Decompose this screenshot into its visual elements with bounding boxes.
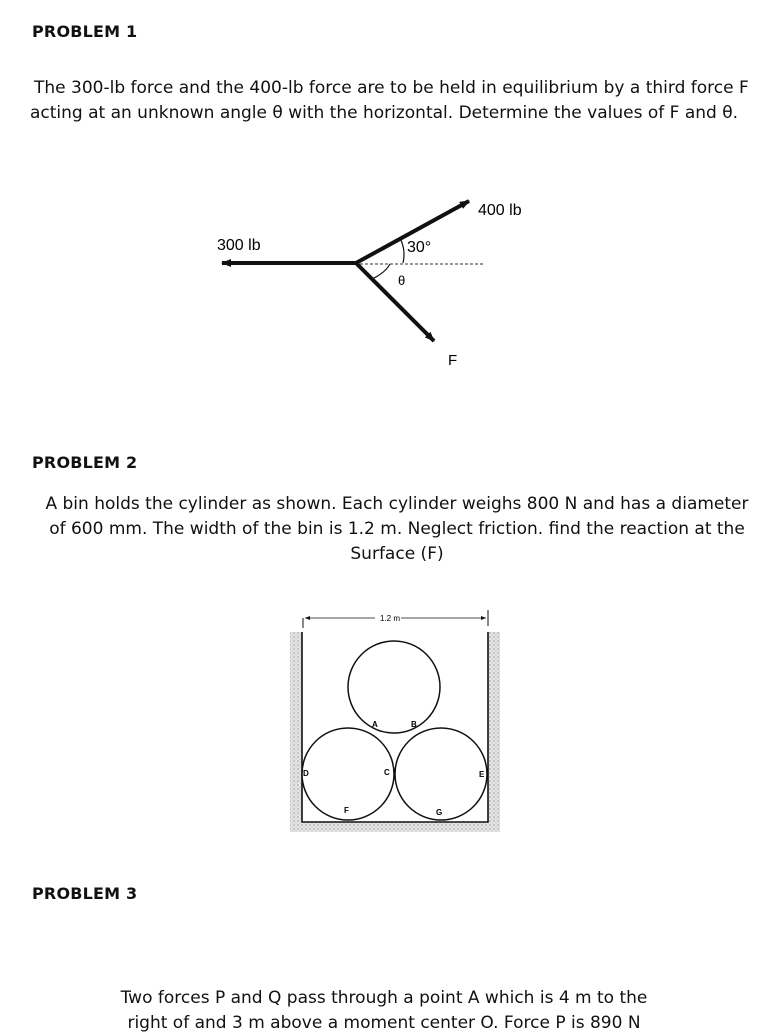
problem2-text-line-1: A bin holds the cylinder as shown. Each cylinder weighs 800 N and has a diameter bbox=[45, 494, 749, 514]
cylinder-top bbox=[348, 641, 440, 733]
point-D-label: D bbox=[303, 769, 309, 778]
point-A-label: A bbox=[372, 720, 378, 729]
bin-left-wall-hatch bbox=[290, 632, 302, 830]
label-400-lb: 400 lb bbox=[478, 202, 522, 219]
angle-30-arc bbox=[400, 238, 404, 263]
bin-cylinder-diagram bbox=[285, 600, 505, 840]
force-diagram bbox=[0, 180, 768, 380]
label-F: F bbox=[448, 352, 458, 369]
label-30-deg: 30° bbox=[407, 239, 432, 256]
problem1-heading: PROBLEM 1 bbox=[32, 22, 138, 41]
problem2-text-line-3: Surface (F) bbox=[350, 544, 444, 564]
point-G-label: G bbox=[436, 808, 443, 817]
problem3-text-line-1: Two forces P and Q pass through a point A which is 4 m to the bbox=[120, 988, 648, 1008]
point-C-label: C bbox=[384, 768, 390, 777]
point-E-label: E bbox=[479, 770, 485, 779]
problem3-heading: PROBLEM 3 bbox=[32, 884, 138, 903]
problem1-text-line-1: The 300-lb force and the 400-lb force are to be held in equilibrium by a third force F bbox=[34, 78, 749, 98]
problem1-text-line-2: acting at an unknown angle θ with the horizontal. Determine the values of F and θ. bbox=[29, 103, 739, 123]
problem2-text bbox=[0, 492, 768, 567]
force-F-arrow bbox=[356, 263, 434, 341]
problem3-text bbox=[0, 986, 768, 1036]
label-300-lb: 300 lb bbox=[217, 237, 261, 254]
label-theta: θ bbox=[398, 273, 406, 288]
point-F-label: F bbox=[344, 806, 349, 815]
bin-right-wall-hatch bbox=[488, 632, 500, 830]
problem2-heading: PROBLEM 2 bbox=[32, 453, 138, 472]
problem3-text-line-2: right of and 3 m above a moment center O. Force P is 890 N bbox=[127, 1013, 641, 1033]
problem1-text bbox=[0, 76, 768, 126]
problem2-text-line-2: of 600 mm. The width of the bin is 1.2 m. Neglect friction. find the reaction at the bbox=[49, 519, 745, 539]
width-label: 1.2 m bbox=[380, 614, 401, 623]
angle-theta-arc bbox=[372, 264, 390, 279]
bin-floor-hatch bbox=[290, 822, 500, 832]
cylinder-bottom-right bbox=[395, 728, 487, 820]
point-B-label: B bbox=[411, 720, 417, 729]
